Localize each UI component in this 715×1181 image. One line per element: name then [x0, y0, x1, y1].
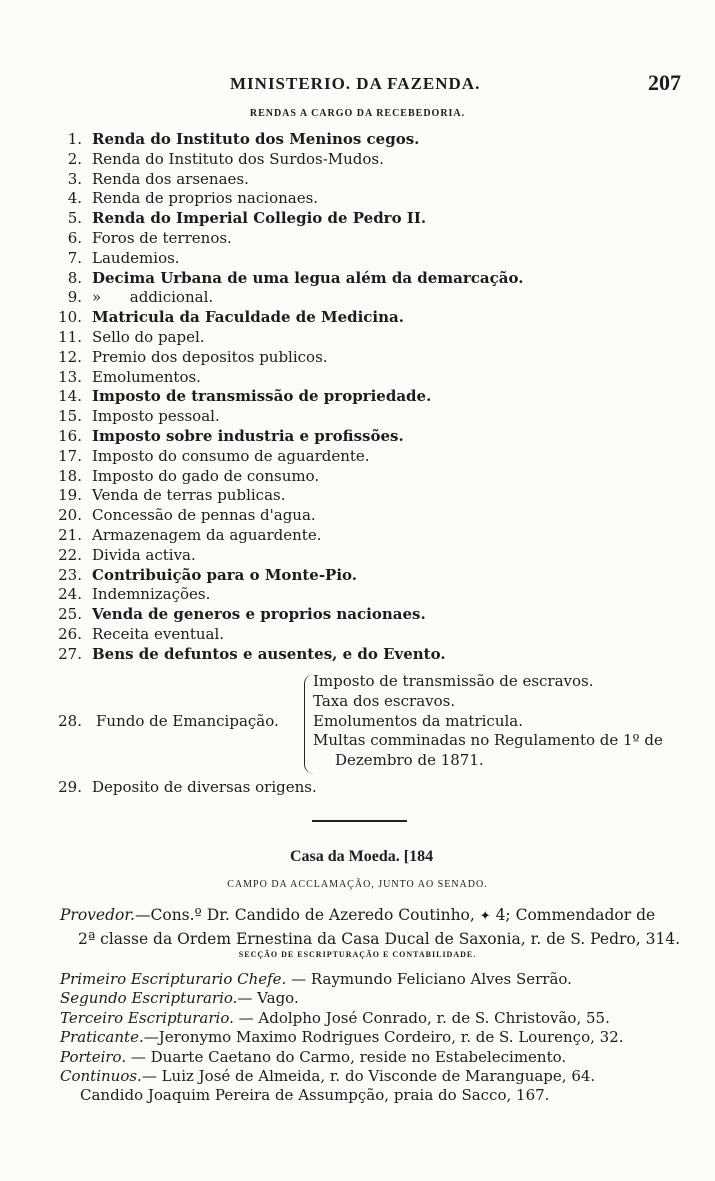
entry-text: Divida activa.: [92, 545, 196, 564]
entry-text: Foros de terrenos.: [92, 228, 232, 247]
staff-role: Terceiro Escripturario.: [60, 1008, 234, 1027]
entry-number: 18.: [58, 466, 82, 485]
entry-number: 13.: [58, 367, 82, 386]
entry-number: 17.: [58, 446, 82, 465]
emancipation-fund-entry: [0, 672, 715, 780]
revenue-list: [0, 130, 715, 665]
entry-text: Laudemios.: [92, 248, 180, 267]
staff-role: Porteiro.: [60, 1047, 127, 1066]
entry-text: Renda dos arsenaes.: [92, 169, 249, 188]
entry-text: Decima Urbana de uma legua além da demarcação.: [92, 268, 524, 287]
revenue-item: [0, 387, 715, 407]
revenue-item: [0, 288, 715, 308]
staff-name: — Vago.: [237, 989, 299, 1008]
staff-row: [60, 970, 700, 989]
revenue-item: [0, 269, 715, 289]
staff-role: Primeiro Escripturario Chefe.: [60, 970, 287, 988]
staff-name: — Adolpho José Conrado, r. de S. Christovão, 55.: [233, 1008, 610, 1027]
entry-text: Imposto de transmissão de propriedade.: [92, 387, 432, 406]
entry-number: 21.: [58, 525, 82, 544]
revenue-item: [0, 189, 715, 209]
entry-text: Armazenagem da aguardente.: [92, 525, 322, 544]
running-title: MINISTERIO. DA FAZENDA.: [230, 74, 481, 93]
entry-text: Emolumentos.: [92, 367, 201, 386]
entry-text: Contribuição para o Monte-Pio.: [92, 565, 357, 584]
entry-number: 25.: [58, 605, 82, 624]
section-title: Casa da Moeda. [184: [290, 848, 434, 865]
revenue-item: [0, 249, 715, 269]
revenue-item: [0, 407, 715, 427]
entry-text: Sello do papel.: [92, 327, 205, 346]
section-subheading: RENDAS A CARGO DA RECEBEDORIA.: [249, 108, 466, 119]
revenue-item: [0, 566, 715, 586]
entry-number: 15.: [58, 407, 82, 426]
staff-list: [60, 970, 700, 1106]
entry-number: 9.: [67, 288, 82, 307]
staff-name: — Luiz José de Almeida, r. do Visconde de Maranguape, 64.: [141, 1067, 596, 1086]
staff-name: —Jeronymo Maximo Rodrigues Cordeiro, r. de S. Lourenço, 32.: [143, 1028, 624, 1047]
emancipation-item: Imposto de transmissão de escravos.: [313, 672, 594, 690]
emancipation-item: Taxa dos escravos.: [313, 691, 456, 710]
provedor-title: 4; Commendador de: [490, 906, 656, 924]
entry-number: 14.: [58, 387, 82, 406]
revenue-item: [0, 546, 715, 566]
entry-text: Concessão de pennas d'agua.: [92, 506, 316, 525]
entry-text: Indemnizações.: [92, 585, 211, 604]
entry-number: 2.: [67, 149, 82, 168]
entry-number: 22.: [58, 545, 82, 564]
entry-text: Imposto do consumo de aguardente.: [92, 446, 370, 465]
revenue-item: [0, 229, 715, 249]
revenue-item: [0, 209, 715, 229]
entry-number: 1.: [67, 130, 82, 148]
entry-text: Renda do Imperial Collegio de Pedro II.: [92, 209, 427, 228]
revenue-item: [0, 526, 715, 546]
entry-text: Premio dos depositos publicos.: [92, 347, 328, 366]
staff-row: [60, 1009, 700, 1028]
entry-text: Imposto do gado de consumo.: [92, 466, 320, 485]
entry-number: 19.: [58, 486, 82, 505]
section-divider: [312, 820, 407, 822]
revenue-item: [0, 486, 715, 506]
revenue-item: [0, 625, 715, 645]
entry-number: 28.: [58, 712, 82, 730]
provedor-details: 2ª classe da Ordem Ernestina da Casa Ducal de Saxonia, r. de S. Pedro, 314.: [78, 930, 681, 948]
staff-role: Continuos.: [60, 1067, 142, 1086]
subsection-heading: SECÇÃO DE ESCRIPTURAÇÃO E CONTABILIDADE.: [238, 950, 477, 959]
entry-number: 7.: [67, 248, 82, 267]
entry-text: » addicional.: [92, 288, 214, 307]
revenue-item: [0, 427, 715, 447]
staff-name: — Duarte Caetano do Carmo, reside no Estabelecimento.: [126, 1047, 567, 1066]
revenue-item: [0, 585, 715, 605]
revenue-item: [0, 506, 715, 526]
provedor-name: —Cons.º Dr. Candido de Azeredo Coutinho,: [135, 906, 480, 924]
emancipation-item: Dezembro de 1871.: [335, 751, 484, 770]
staff-row: [60, 1067, 700, 1086]
entry-number: 26.: [58, 624, 82, 643]
revenue-item: [0, 348, 715, 368]
entry-text: Renda de proprios nacionaes.: [92, 189, 319, 208]
entry-number: 29.: [58, 778, 82, 796]
revenue-item: [0, 447, 715, 467]
page-number: 207: [648, 70, 681, 95]
entry-text: Venda de terras publicas.: [92, 486, 286, 505]
revenue-item: [0, 605, 715, 625]
staff-role: Praticante.: [60, 1028, 144, 1047]
entry-number: 4.: [67, 189, 82, 208]
staff-row: [60, 1048, 700, 1067]
entry-text: Venda de generos e proprios nacionaes.: [92, 605, 426, 624]
entry-number: 16.: [58, 426, 82, 445]
entry-number: 24.: [58, 585, 82, 604]
entry-number: 10.: [58, 308, 82, 327]
entry-text: Matricula da Faculdade de Medicina.: [92, 308, 404, 327]
entry-number: 23.: [58, 565, 82, 584]
entry-number: 6.: [67, 228, 82, 247]
entry-number: 5.: [67, 209, 82, 228]
entry-text: Receita eventual.: [92, 624, 225, 643]
staff-row: [60, 1028, 700, 1047]
entry-text: Renda do Instituto dos Surdos-Mudos.: [92, 149, 384, 168]
revenue-item: [0, 328, 715, 348]
entry-label: Fundo de Emancipação.: [96, 712, 279, 730]
revenue-item: [0, 368, 715, 388]
revenue-item-29: [0, 778, 715, 798]
provedor-role: Provedor.: [60, 906, 135, 924]
entry-text: Imposto pessoal.: [92, 407, 220, 426]
entry-number: 3.: [67, 169, 82, 188]
staff-row: [60, 989, 700, 1008]
emancipation-item: Emolumentos da matricula.: [313, 711, 523, 730]
entry-text: Deposito de diversas origens.: [92, 778, 317, 796]
revenue-item: [0, 467, 715, 487]
revenue-item: [0, 130, 715, 150]
revenue-item: [0, 645, 715, 665]
staff-row: Candido Joaquim Pereira de Assumpção, praia do Sacco, 167.: [80, 1086, 550, 1105]
entry-text: Renda do Instituto dos Meninos cegos.: [92, 130, 420, 148]
entry-number: 11.: [58, 327, 82, 346]
provedor-entry: [60, 904, 695, 950]
entry-number: 8.: [67, 268, 82, 287]
staff-role: Segundo Escripturario.: [60, 989, 238, 1008]
entry-number: 27.: [58, 644, 82, 663]
entry-text: Imposto sobre industria e profissões.: [92, 426, 404, 445]
revenue-item: [0, 170, 715, 190]
section-address: CAMPO DA ACCLAMAÇÃO, JUNTO AO SENADO.: [227, 879, 488, 890]
order-insignia-icon: ✦: [479, 909, 491, 924]
revenue-item: [0, 150, 715, 170]
emancipation-item: Multas comminadas no Regulamento de 1º de: [313, 731, 663, 750]
entry-number: 12.: [58, 347, 82, 366]
entry-text: Bens de defuntos e ausentes, e do Evento.: [92, 644, 446, 663]
emancipation-items: [313, 672, 708, 771]
staff-name: — Raymundo Feliciano Alves Serrão.: [286, 970, 572, 988]
entry-number: 20.: [58, 506, 82, 525]
revenue-item: [0, 308, 715, 328]
